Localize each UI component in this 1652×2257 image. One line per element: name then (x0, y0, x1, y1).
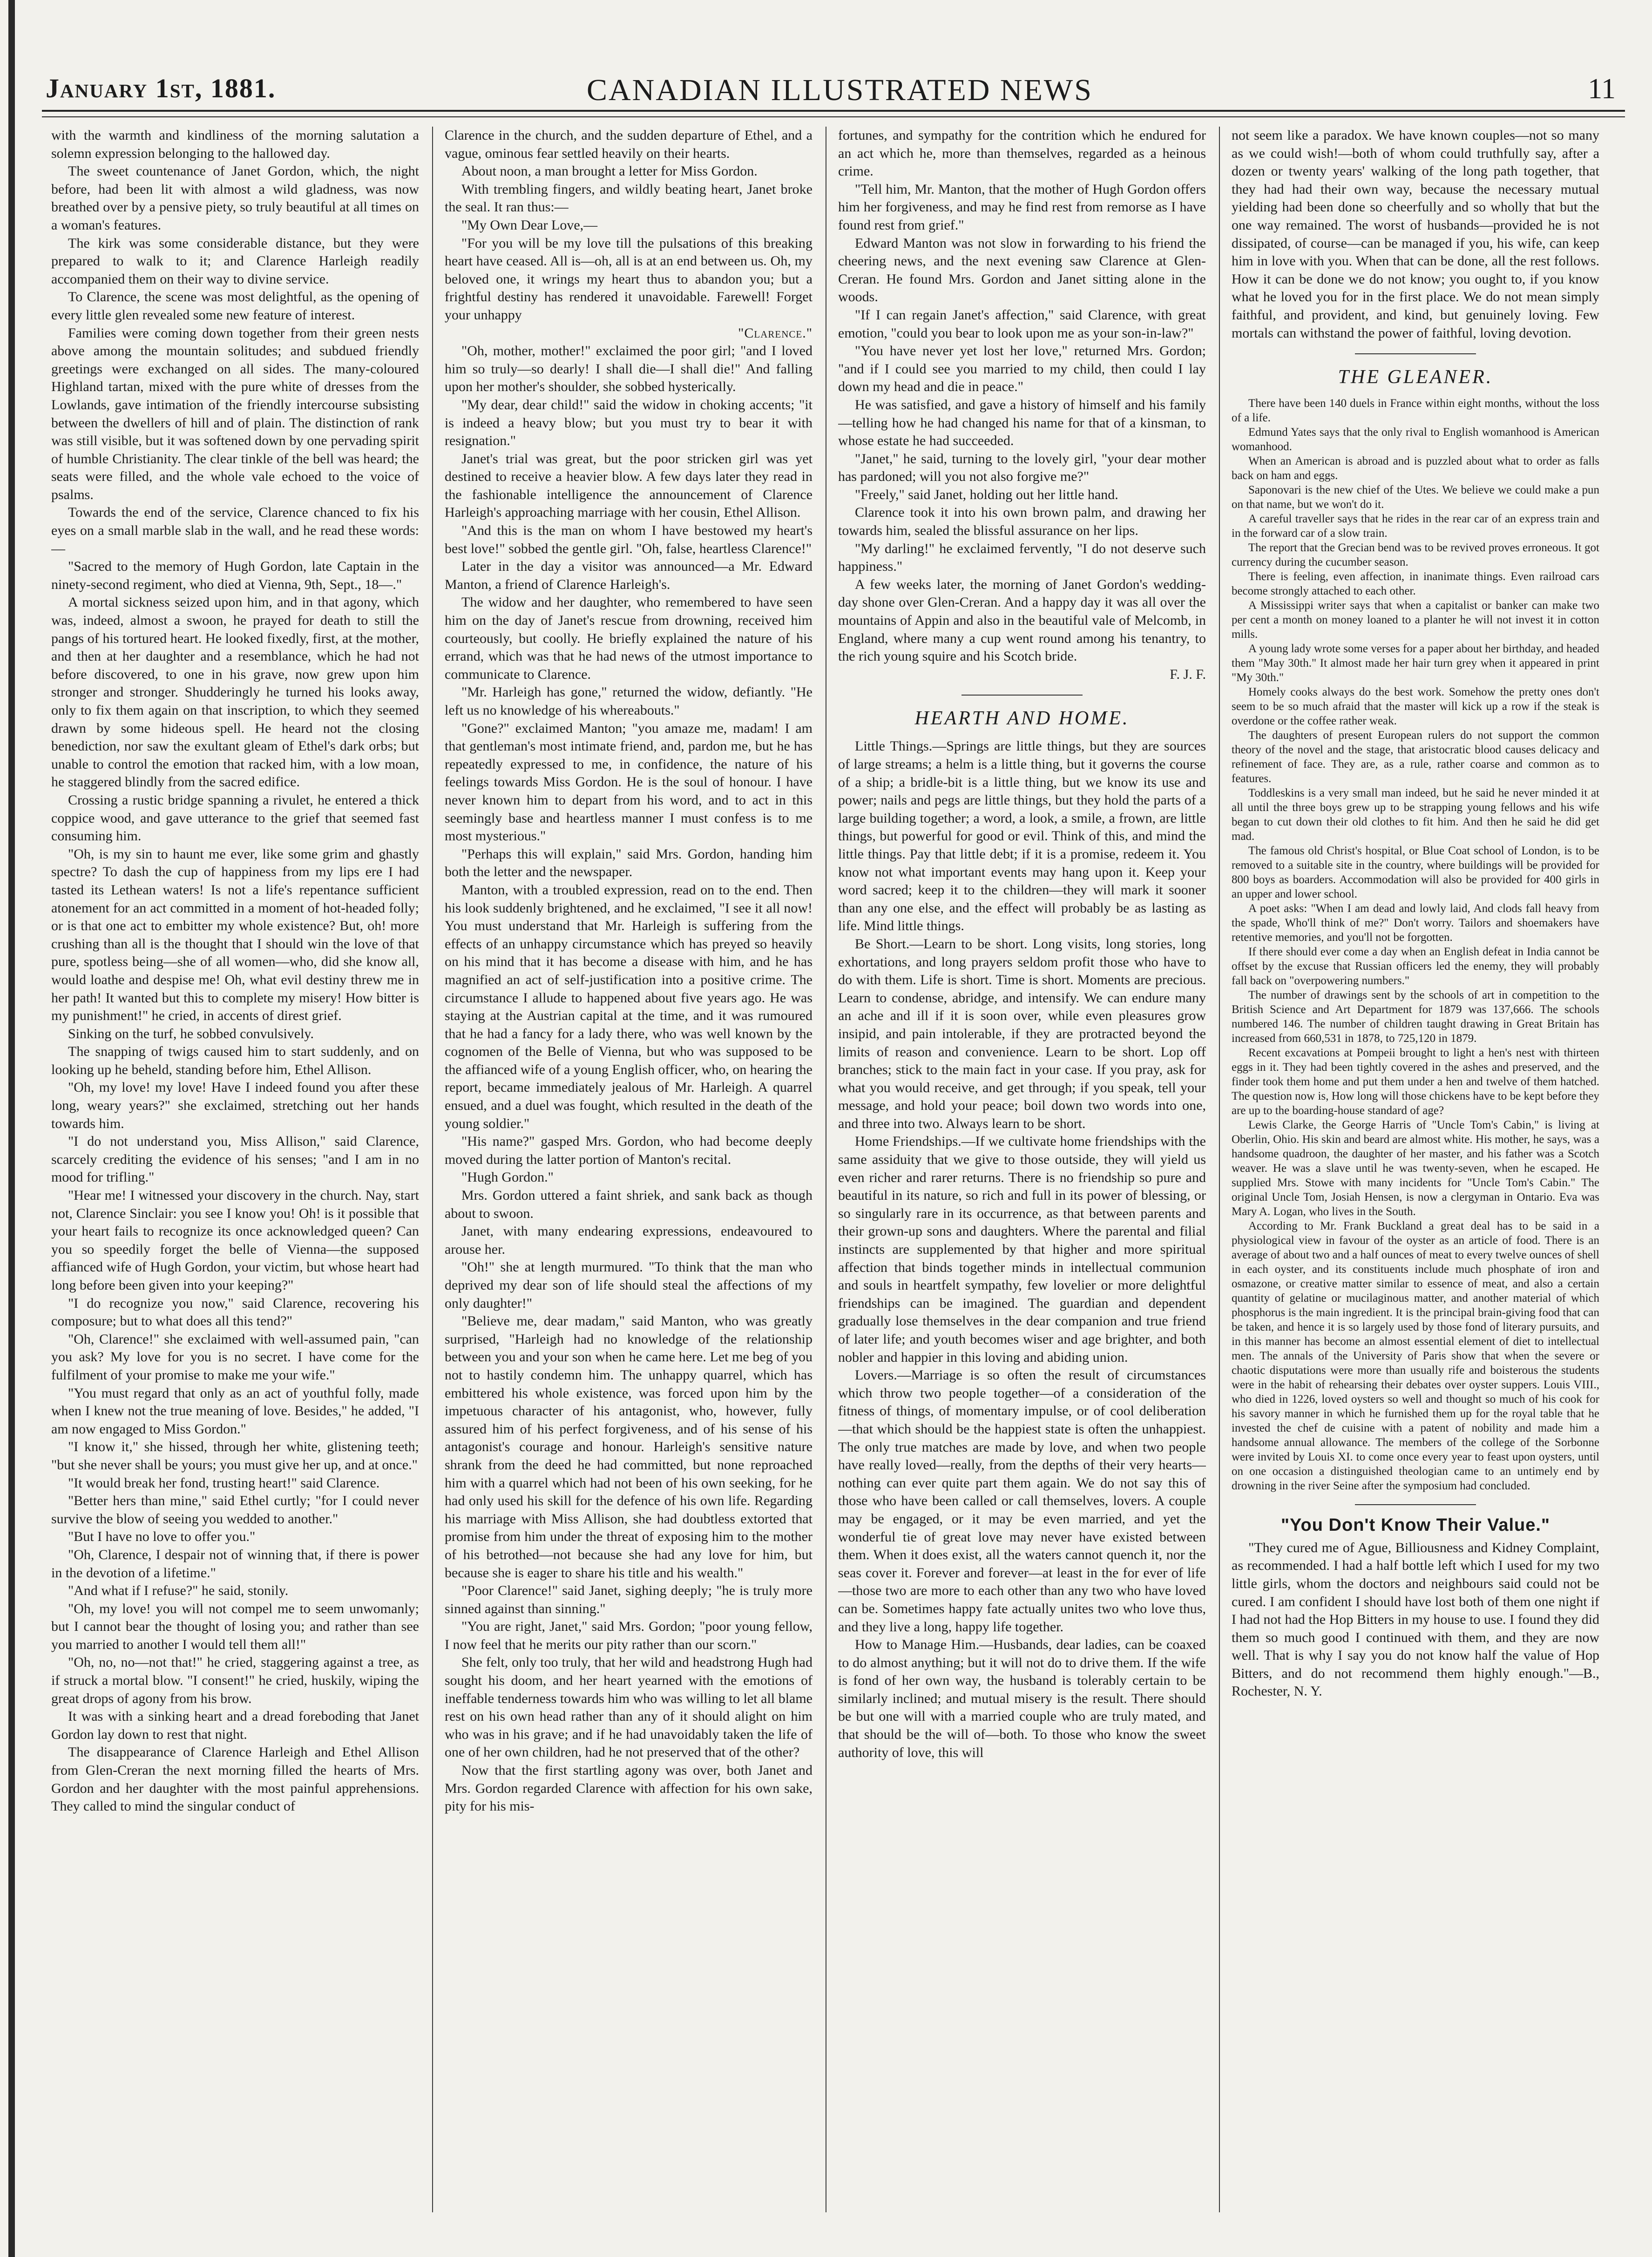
gleaner-items (1232, 396, 1599, 1493)
paragraph: He was satisfied, and gave a history of himself and his family—telling how he had changed his name for that of a kinsman, to whose estate he had succeeded. (838, 397, 1206, 449)
paragraph: "And what if I refuse?" he said, stonily. (68, 1583, 289, 1599)
gleaner-item: Homely cooks always do the best work. Somehow the pretty ones don't seem to be so much afraid that the master will kick up a row if the steak is overdone or the coffee rather weak. (1232, 686, 1599, 728)
paragraph: "His name?" gasped Mrs. Gordon, who had become deeply moved during the latter portion of Manton's recital. (445, 1134, 812, 1167)
advertisement-text: "They cured me of Ague, Billiousness and Kidney Complaint, as recommended. I had a half bottle left which I used for my two little girls, whom the doctors and neighbours said could not be cured. I am confident I should have lost both of them one night if I had not had the Hop Bitters in my house to use. I found they did them so much good I continued with them, and they are now well. That is why I say you do not know half the value of Hop Bitters, and do not recommend them highly enough."—B., Rochester, N. Y. (1232, 1540, 1599, 1699)
paragraph: Clarence took it into his own brown palm, and drawing her towards him, sealed the blissful assurance on her lips. (838, 505, 1206, 539)
paragraph: Home Friendships.—If we cultivate home friendships with the same assiduity that we give to those outside, they will yield us even richer and rarer returns. There is no friendship so pure and beautiful in its nature, so rich and full in its power of blessing, or so singularly rare in its occurrence, as that between parents and their grown-up sons and daughters. Where the parental and filial instincts are supplemented by that higher and more spiritual affection that binds together minds in intellectual communion and souls in heartfelt sympathy, few lovelier or more delightful friendships can be imagined. The guardian and dependent gradually lose themselves in the dear companion and true friend of later life; and youth becomes wiser and age brighter, and both nobler and happier in this loving and abiding union. (838, 1134, 1206, 1365)
paragraph: "Oh, mother, mother!" exclaimed the poor girl; "and I loved him so truly—so dearly! I shall die—I shall die!" And falling upon her mother's shoulder, she sobbed hysterically. (445, 343, 812, 395)
gleaner-item: There have been 140 duels in France within eight months, without the loss of a life. (1232, 397, 1599, 425)
paragraph: Manton, with a troubled expression, read on to the end. Then his look suddenly brightened, and he exclaimed, "I see it all now! You must understand that Mr. Harleigh is suffering from the effects of an unhappy circumstance which has preyed so heavily on his mind that it has become a disease with him, and he has magnified an act of self-justification into a positive crime. The circumstance I allude to happened about five years ago. He was staying at the Austrian capital at the time, and it was rumoured that he had a fancy for a lady there, who was well known by the cognomen of the Belle of Vienna, but who was supposed to be the affianced wife of a young English officer, who, on hearing the report, became immediately jealous of Mr. Harleigh. A quarrel ensued, and a duel was fought, which resulted in the death of the young soldier." (445, 882, 812, 1131)
paragraph: "Freely," said Janet, holding out her little hand. (855, 487, 1118, 502)
column-divider (432, 127, 433, 2212)
paragraph: "Oh, my love! you will not compel me to seem unwomanly; but I cannot bear the thought of losing you; and rather than see you married to another I would tell them all!" (51, 1601, 419, 1652)
paragraph: Mrs. Gordon uttered a faint shriek, and sank back as though about to swoon. (445, 1188, 812, 1221)
column-divider (1219, 127, 1220, 2212)
gleaner-item: There is feeling, even affection, in inanimate things. Even railroad cars become strongly attached to each other. (1232, 570, 1599, 598)
paragraph: "Better hers than mine," said Ethel curtly; "for I could never survive the blow of seeing you wedded to another." (51, 1493, 419, 1527)
header-rule-thin (42, 116, 1625, 117)
gleaner-item: A Mississippi writer says that when a capitalist or banker can make two per cent a month on money loaned to a planter he will not invest it in cotton mills. (1232, 599, 1599, 641)
header-rule (42, 110, 1625, 112)
gleaner-item: Lewis Clarke, the George Harris of "Uncle Tom's Cabin," is living at Oberlin, Ohio. His skin and beard are almost white. His mother, he says, was a handsome quadroon, the daughter of her master, and his father was a Scotch weaver. He was a slave until he was twenty-seven, when he escaped. He supplied Mrs. Stowe with many incidents for "Uncle Tom's Cabin." The original Uncle Tom, Josiah Hensen, is now a clergyman in Ontario. Eva was Mary A. Logan, who lives in the South. (1232, 1119, 1599, 1218)
paragraph: "Oh, Clarence!" she exclaimed with well-assumed pain, "can you ask? My love for you is no secret. I have come for the fulfilment of your promise to make me your wife." (51, 1331, 419, 1383)
section-heading-gleaner: THE GLEANER. (1338, 366, 1493, 388)
paragraph: "Hear me! I witnessed your discovery in the church. Nay, start not, Clarence Sinclair: you see I know you! Oh! is it possible that your heart fails to recognize its once acknowledged queen? Can you so speedily forget the belle of Vienna—the supposed affianced wife of Hugh Gordon, your victim, but whose heart had long before been given into your keeping?" (51, 1188, 419, 1293)
paragraph: The snapping of twigs caused him to start suddenly, and on looking up he beheld, standing before him, Ethel Allison. (51, 1044, 419, 1077)
paragraph: "I know it," she hissed, through her white, glistening teeth; "but she never shall be yours; you must give her up, and at once." (51, 1439, 419, 1473)
issue-date: January 1st, 1881. (46, 73, 276, 103)
page-number: 11 (1588, 73, 1616, 105)
page-header (33, 70, 1625, 112)
paragraph: Later in the day a visitor was announced—a Mr. Edward Manton, a friend of Clarence Harleigh's. (445, 559, 812, 592)
paragraph: "You have never yet lost her love," returned Mrs. Gordon; "and if I could see you married to my child, then could I lay down my head and die in peace." (838, 343, 1206, 395)
paragraph: It was with a sinking heart and a dread foreboding that Janet Gordon lay down to rest that night. (51, 1709, 419, 1742)
letter-salutation: "My Own Dear Love,— (461, 217, 598, 233)
gleaner-item: If there should ever come a day when an English defeat in India cannot be offset by the excuse that Russian officers led the enemy, they will probably fall back on "overpowering numbers." (1232, 946, 1599, 987)
gleaner-item: Saponovari is the new chief of the Utes. We believe we could make a pun on that name, but we won't do it. (1232, 484, 1599, 511)
paragraph: Crossing a rustic bridge spanning a rivulet, he entered a thick coppice wood, and gave utterance to the grief that seemed fast consuming him. (51, 792, 419, 844)
paragraph: "Oh!" she at length murmured. "To think that the man who deprived my dear son of life should steal the affections of my only daughter!" (445, 1259, 812, 1311)
paragraph: "Gone?" exclaimed Manton; "you amaze me, madam! I am that gentleman's most intimate friend, and, pardon me, but he has repeatedly expressed to me, in confidence, the nature of his feelings towards Miss Gordon. He is the soul of honour. I have never known him to depart from his word, and to act in this seemingly base and heartless manner I must confess is to me most mysterious." (445, 720, 812, 844)
paragraph: A mortal sickness seized upon him, and in that agony, which was, indeed, almost a swoon, he prayed for death to still the pangs of his tortured heart. He looked fixedly, first, at the mother, and then at her daughter and a resemblance, which he had not before discovered, to one in his grave, now grew upon him stronger and stronger. Shudderingly he turned his looks away, only to fix them again on that inscription, to which they seemed drawn by some hideous spell. He heard not the closing benediction, nor saw the exultant gleam of Ethel's dark orbs; but unable to control the emotion that racked him, with a low moan, he staggered blindly from the sacred edifice. (51, 595, 419, 790)
gleaner-item: Toddleskins is a very small man indeed, but he said he never minded it at all until the three boys grew up to be strapping young fellows and his wife began to cut down their old clothes to fit him. And then he said he did get mad. (1232, 787, 1599, 843)
paragraph: Janet, with many endearing expressions, endeavoured to arouse her. (445, 1223, 812, 1257)
section-divider (961, 695, 1083, 696)
paragraph: "You must regard that only as an act of youthful folly, made when I knew not the true meaning of love. Besides," he added, "I am now engaged to Miss Gordon." (51, 1385, 419, 1437)
paragraph: "Sacred to the memory of Hugh Gordon, late Captain in the ninety-second regiment, who died at Vienna, 9th, Sept., 18—." (51, 559, 419, 592)
gleaner-item: When an American is abroad and is puzzled about what to order as falls back on ham and eggs. (1232, 455, 1599, 482)
paragraph: Lovers.—Marriage is so often the result of circumstances which throw two people together—of a consideration of the fitness of things, of momentary impulse, or of cool deliberation—that which should be the happiest state is often the unhappiest. The only true matches are made by love, and when two people have really loved—really, from the depths of their very hearts—nothing can ever quite part them again. We do not say this of those who have been called or call themselves, lovers. A couple may be engaged, or it may be even married, and yet the wonderful tie of great love may never have existed between them. When it does exist, all the waters cannot quench it, nor the seas cover it. Forever and forever—at least in the for ever of life—those two are more to each other than any two who have loved can be. Sometimes happy fate actually unites two who love thus, and they live a long, happy life together. (838, 1367, 1206, 1635)
paragraph: "My darling!" he exclaimed fervently, "I do not deserve such happiness." (838, 541, 1206, 574)
gleaner-item: Recent excavations at Pompeii brought to light a hen's nest with thirteen eggs in it. They had been tightly covered in the ashes and preserved, and the finder took them home and put them under a hen and twelve of them hatched. The question now is, How long will those chickens have to be kept before they are up to the boarding-house standard of age? (1232, 1047, 1599, 1117)
paragraph: A few weeks later, the morning of Janet Gordon's wedding-day shone over Glen-Creran. And a happy day it was all over the mountains of Appin and also in the beautiful vale of Melcomb, in England, where many a cup went round among his tenantry, to the rich young squire and his Scotch bride. (838, 576, 1206, 664)
paragraph: "Believe me, dear madam," said Manton, who was greatly surprised, "Harleigh had no knowledge of the relationship between you and your son when he came here. Let me beg of you not to hastily condemn him. The unhappy quarrel, which has embittered his whole existence, was forced upon him by the impetuous character of his antagonist, who, however, fully assured him of his perfect forgiveness, and of his sense of his antagonist's courage and honour. Harleigh's sensitive nature shrank from the deed he had committed, but none reproached him with a quarrel which had not been of his own seeking, for he had only used his skill for the defence of his own life. Regarding his marriage with Miss Allison, she had doubtless extorted that promise from him under the threat of exposing him to the mother of his betrothed—not because she had any love for him, but because she is eager to share his title and his wealth." (445, 1313, 812, 1581)
paragraph: She felt, only too truly, that her wild and headstrong Hugh had sought his doom, and her heart yearned with the emotions of ineffable tenderness towards him who was willing to let all blame rest on his own head rather than any of it should alight on him who was in his grave; and if he had unavoidably taken the life of one of her own children, had he not preserved that of the other? (445, 1655, 812, 1760)
masthead-title: CANADIAN ILLUSTRATED NEWS (587, 73, 1093, 107)
paragraph: with the warmth and kindliness of the morning salutation a solemn expression belonging to the hallowed day. (51, 128, 419, 161)
paragraph: "Oh, is my sin to haunt me ever, like some grim and ghastly spectre? To dash the cup of happiness from my lips ere I had tasted its Lethean waters! Is not a life's repentance sufficient atonement for an act committed in a moment of hot-headed folly; or is that one act to embitter my whole existence? But, oh! more crushing than all is the thought that I should win the love of that pure, spotless being—she of all women—who, did she know all, would loathe and despise me! Oh, what evil destiny threw me in her path! It wanted but this to complete my misery! How bitter is my punishment!" he cried, in accents of direst grief. (51, 846, 419, 1024)
advertisement-heading: "You Don't Know Their Value." (1281, 1515, 1550, 1535)
paragraph: "Oh, Clarence, I despair not of winning that, if there is power in the devotion of a lifetime." (51, 1547, 419, 1581)
paragraph: Sinking on the turf, he sobbed convulsively. (68, 1026, 314, 1041)
gleaner-item: According to Mr. Frank Buckland a great deal has to be said in a physiological view in favour of the oyster as an article of food. There is an average of about two and a half ounces of meat to every twelve ounces of shell in each oyster, and its constituents include much phosphate of iron and osmazone, or creative matter similar to essence of meat, and also a certain quantity of gelatine or mucilaginous matter, and another material of which phosphorus is the main ingredient. It is the principal brain-giving food that can be taken, and hence it is so largely used by those fond of literary pursuits, and in this manner has become an almost essential element of diet to intellectual men. The annals of the University of Paris show that when the severe or chaotic disputations were more than usually rife and boisterous the students were in the habit of rehearsing their debates over oyster suppers. Louis VIII., who died in 1226, loved oysters so well and thought so much of his cook for his savory manner in which he furnished them up for the royal table that he invested the chef de cuisine with a patent of nobility and made him a handsome annual allowance. The members of the college of the Sorbonne were invited by Louis XI. to come once every year to feast upon oysters, until on one occasion a distinguished theologian came to an untimely end by drowning in the river Seine after the symposium had concluded. (1232, 1220, 1599, 1493)
paragraph: About noon, a man brought a letter for Miss Gordon. (461, 163, 758, 179)
paragraph: Now that the first startling agony was over, both Janet and Mrs. Gordon regarded Clarence with affection for his own sake, pity for his mis- (445, 1763, 812, 1814)
section-heading-hearth-and-home: HEARTH AND HOME. (914, 708, 1130, 730)
paragraph: Little Things.—Springs are little things, but they are sources of large streams; a helm is a little thing, but it governs the course of a ship; a bridle-bit is a little thing, but we know its use and power; nails and pegs are little things, but they hold the parts of a large building together; a word, a look, a smile, a frown, are little things, but powerful for good or evil. Think of this, and mind the little things. Pay that little debt; if it is a promise, redeem it. You know not what important events may hang upon it. Keep your word sacred; keep it to the children—they will mark it sooner than any one else, and the effect will probably be as lasting as life. Mind little things. (838, 738, 1206, 934)
paragraph: Be Short.—Learn to be short. Long visits, long stories, long exhortations, and long prayers seldom profit those who have to do with them. Life is short. Time is short. Moments are precious. Learn to condense, abridge, and intensify. We can endure many an ache and ill if it is soon over, while even pleasures grow insipid, and pain intolerable, if they are protracted beyond the limits of reason and convenience. Learn to be short. Lop off branches; stick to the main fact in your case. If you pray, ask for what you would receive, and get through; if you speak, tell your message, and hold your peace; boil down two words into one, and three into two. Always learn to be short. (838, 936, 1206, 1131)
paragraph: To Clarence, the scene was most delightful, as the opening of every little glen revealed some new feature of interest. (51, 289, 419, 323)
paragraph: "But I have no love to offer you." (68, 1529, 256, 1545)
gleaner-item: Edmund Yates says that the only rival to English womanhood is American womanhood. (1232, 426, 1599, 453)
paragraph: "Oh, no, no—not that!" he cried, staggering against a tree, as if struck a mortal blow. "I consent!" he cried, huskily, wiping the great drops of agony from his brow. (51, 1655, 419, 1706)
column-2-story (445, 127, 812, 2212)
paragraph: fortunes, and sympathy for the contrition which he endured for an act which he, more than themselves, regarded as a heinous crime. (838, 128, 1206, 179)
paragraph: "My dear, dear child!" said the widow in choking accents; "it is indeed a heavy blow; but you must try to bear it with resignation." (445, 397, 812, 449)
paragraph: The sweet countenance of Janet Gordon, which, the night before, had been lit with almost a wild gladness, was now breathed over by a pensive piety, so truly beautiful at all times on a woman's features. (51, 163, 419, 233)
paragraph: "It would break her fond, trusting heart!" said Clarence. (68, 1475, 380, 1491)
paragraph: The widow and her daughter, who remembered to have seen him on the day of Janet's rescue from drowning, received him courteously, but coolly. He briefly explained the nature of his errand, which was that he had news of the utmost importance to communicate to Clarence. (445, 595, 812, 682)
section-divider (1355, 353, 1476, 354)
gleaner-item: The report that the Grecian bend was to be revived proves erroneous. It got currency during the cucumber season. (1232, 541, 1599, 569)
paragraph: not seem like a paradox. We have known couples—not so many as we could wish!—both of whom could truthfully say, after a dozen or twenty years' walking of the long path together, that they had had their own way, because the necessary mutual yielding had been done so cheerfully and so wholly that but the one way remained. The worst of husbands—provided he is not dissipated, of course—can be managed if you, his wife, can keep him in love with you. When that can be done, all the rest follows. How it can be done we do not know; you ought to, if you know what he loved you for in the first place. We do not mean simply faithful, and provident, and kind, but genuinely loving. Few mortals can withstand the power of faithful, loving devotion. (1232, 128, 1599, 341)
gleaner-item: A poet asks: "When I am dead and lowly laid, And clods fall heavy from the spade, Who'll think of me?" Don't worry. Tailors and shoemakers have retentive memories, and you'll not be forgotten. (1232, 902, 1599, 944)
binding-edge (8, 0, 15, 2257)
paragraph: Clarence in the church, and the sudden departure of Ethel, and a vague, ominous fear settled heavily on their hearts. (445, 128, 812, 161)
paragraph: Janet's trial was great, but the poor stricken girl was yet destined to receive a heavier blow. A few days later they read in the fashionable intelligence the announcement of Clarence Harleigh's approaching marriage with her cousin, Ethel Allison. (445, 451, 812, 520)
gleaner-item: A young lady wrote some verses for a paper about her birthday, and headed them "May 30th." It almost made her hair turn grey when it appeared in print "My 30th." (1232, 642, 1599, 684)
paragraph: "You are right, Janet," said Mrs. Gordon; "poor young fellow, I now feel that he merits our pity rather than our scorn." (445, 1619, 812, 1652)
paragraph: "Hugh Gordon." (461, 1169, 554, 1185)
column-3-story (838, 127, 1206, 2212)
paragraph: Edward Manton was not slow in forwarding to his friend the cheering news, and the next evening saw Clarence at Glen-Creran. He found Mrs. Gordon and Janet sitting alone in the woods. (838, 235, 1206, 305)
paragraph: Families were coming down together from their green nests above among the mountain solitudes; and subdued friendly greetings were exchanged on all sides. The many-coloured Highland tartan, mixed with the pure white of dresses from the Lowlands, gave intimation of the friendly intercourse subsisting between the dwellers of hill and of plain. The distinction of rank was still visible, but it was softened down by one pervading spirit of humble Christianity. The clear tinkle of the bell was heard; the seats were filled, and the whole vale echoed to the voice of psalms. (51, 325, 419, 502)
paragraph: "Tell him, Mr. Manton, that the mother of Hugh Gordon offers him her forgiveness, and may he find rest from remorse as I have found rest from grief." (838, 181, 1206, 233)
paragraph: "I do not understand you, Miss Allison," said Clarence, scarcely crediting the evidence of his senses; "and I am in no mood for trifling." (51, 1134, 419, 1185)
paragraph: "Janet," he said, turning to the lovely girl, "your dear mother has pardoned; will you not also forgive me?" (838, 451, 1206, 485)
paragraph: "Oh, my love! my love! Have I indeed found you after these long, weary years?" she exclaimed, stretching out her hands towards him. (51, 1080, 419, 1131)
letter-signature: "Clarence." (738, 325, 812, 341)
gleaner-item: The daughters of present European rulers do not support the common theory of the novel and the stage, that aristocratic blood causes delicacy and refinement of face. They are, as a rule, rather coarse and common as to features. (1232, 729, 1599, 785)
paragraph: "Mr. Harleigh has gone," returned the widow, defiantly. "He left us no knowledge of his whereabouts." (445, 684, 812, 718)
paragraph: "I do recognize you now," said Clarence, recovering his composure; but to what does all this tend?" (51, 1295, 419, 1329)
paragraph: The kirk was some considerable distance, but they were prepared to walk to it; and Clarence Harleigh readily accompanied them on their way to divine service. (51, 235, 419, 287)
paragraph: With trembling fingers, and wildly beating heart, Janet broke the seal. It ran thus:— (445, 181, 812, 215)
letter-body: "For you will be my love till the pulsations of this breaking heart have ceased. All is—oh, all is at an end between us. Oh, my beloved one, it wrings my heart thus to abandon you; but a frightful destiny has rendered it unavoidable. Farewell! Forget your unhappy (445, 235, 812, 323)
gleaner-item: A careful traveller says that he rides in the rear car of an express train and in the forward car of a slow train. (1232, 513, 1599, 540)
paragraph: Towards the end of the service, Clarence chanced to fix his eyes on a small marble slab in the wall, and he read these words:— (51, 505, 419, 556)
paragraph: How to Manage Him.—Husbands, dear ladies, can be coaxed to do almost anything; but it will not do to drive them. If the wife is fond of her own way, the husband is tolerably certain to be similarly inclined; and mutual misery is the result. There should be but one will with a married couple who are truly mated, and that should be the will of—both. To those who know the sweet authority of love, this will (838, 1637, 1206, 1760)
gleaner-item: The number of drawings sent by the schools of art in competition to the British Science and Art Department for 1879 was 137,666. The schools numbered 146. The number of children taught drawing in Great Britain has increased from 660,531 in 1878, to 725,120 in 1879. (1232, 989, 1599, 1045)
column-1-story (51, 127, 419, 2212)
section-divider (1355, 1504, 1476, 1505)
column-4-story (1232, 127, 1599, 2212)
paragraph: "If I can regain Janet's affection," said Clarence, with great emotion, "could you bear to look upon me as your son-in-law?" (838, 307, 1206, 341)
paragraph: "And this is the man on whom I have bestowed my heart's best love!" sobbed the gentle girl. "Oh, false, heartless Clarence!" (445, 523, 812, 556)
paragraph: The disappearance of Clarence Harleigh and Ethel Allison from Glen-Creran the next morning filled the hearts of Mrs. Gordon and her daughter with the most painful apprehensions. They called to mind the singular conduct of (51, 1744, 419, 1814)
author-signature: F. J. F. (1170, 666, 1206, 682)
paragraph: "Poor Clarence!" said Janet, sighing deeply; "he is truly more sinned against than sinning." (445, 1583, 812, 1616)
paragraph: "Perhaps this will explain," said Mrs. Gordon, handing him both the letter and the newspaper. (445, 846, 812, 880)
gleaner-item: The famous old Christ's hospital, or Blue Coat school of London, is to be removed to a suitable site in the country, where buildings will be provided for 800 boys as boarders. Accommodation will also be provided for 400 girls in an upper and lower school. (1232, 845, 1599, 901)
